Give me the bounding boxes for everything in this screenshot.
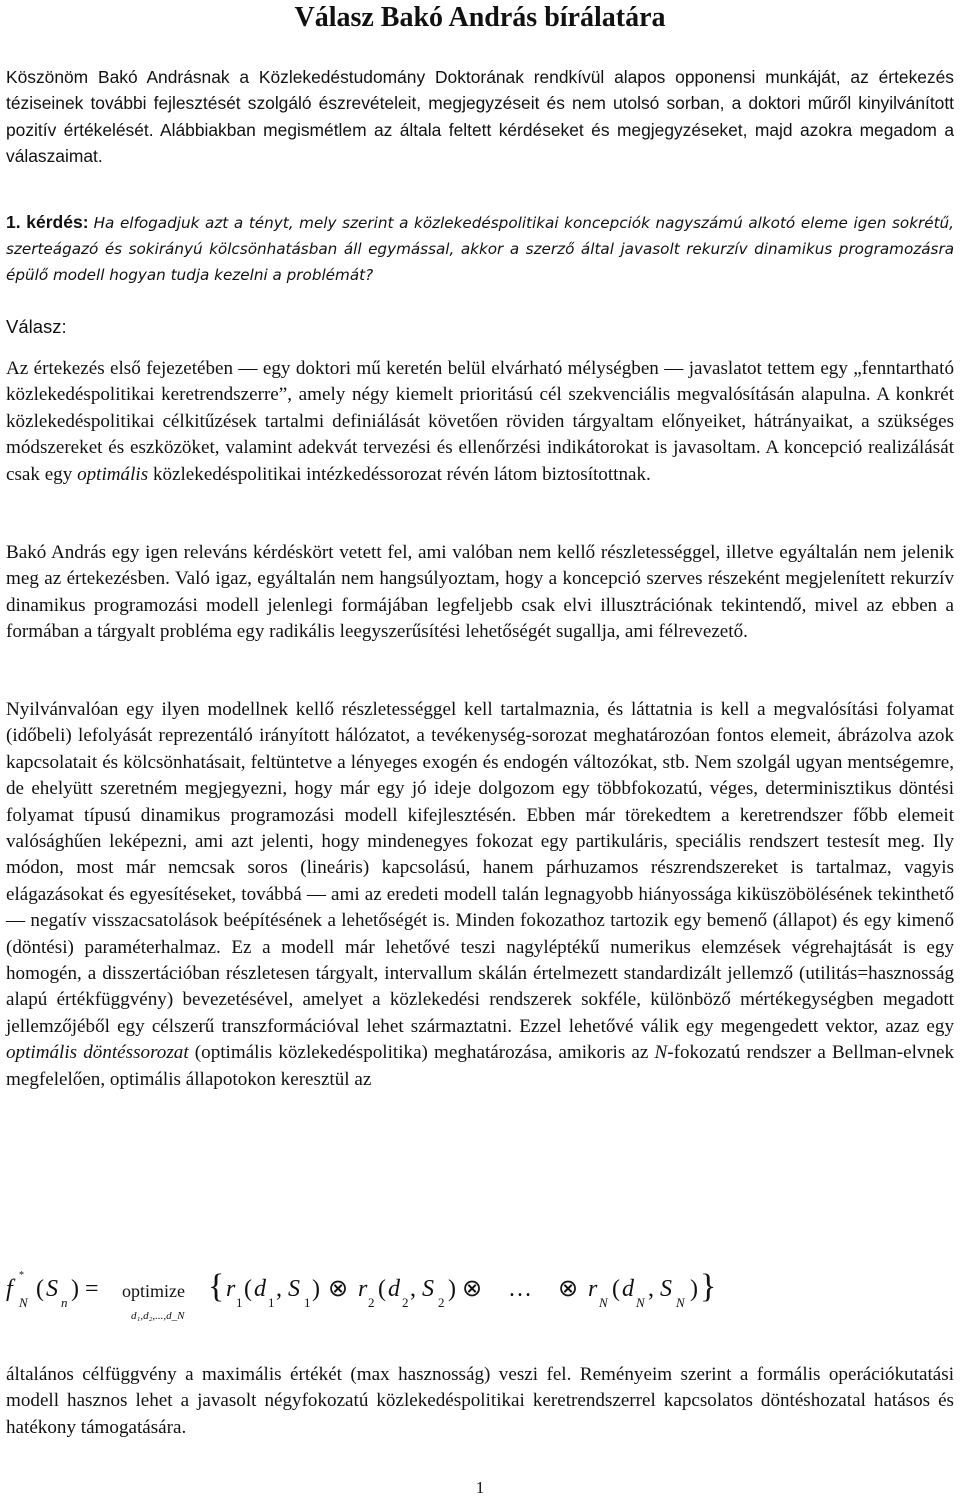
para3-text-a: Nyilvánvalóan egy ilyen modellnek kellő részletességgel kell tartalmaznia, és láttatnia is kell a megvalósítási folyamat (időbeli) lefolyását reprezentáló irányított hálózatot, a tevékenység-sorozat meghatározóan fontos elemeit, ábrázolva azok kapcsolatait és kölcsönhatásait, feltüntetve a lényeges exogén és endogén változókat, stb. Nem szolgál ugyan mentségemre, de ehelyütt szeretném megjegyezni, hogy már egy jó ideje dolgozom egy többfokozatú, véges, determinisztikus döntési folyamat típusú dinamikus programozási modell kifejlesztésén. Ebben már törekedtem a keretrendszer főbb elemeit valósághűen leképezni, ami azt jelenti, hogy mindenegyes fokozat egy partikuláris, speciális rendszert testesít meg. Ily módon, most már nemcsak soros (lineáris) kapcsolású, hanem párhuzamos részrendszereket is tartalmaz, vagyis elágazásokat és egyesítéseket, továbbá — ami az eredeti modell talán legnagyobb hiányossága kiküszöbölésének tekinthető — negatív visszacsatolások beépítésének a lehetőségét is. Minden fokozathoz tartozik egy bemenő (állapot) és egy kimenő (döntési) paraméterhalmaz. Ez a modell már lehetővé teszi nagyléptékű numerikus elemzések végrehajtását is egy homogén, a disszertációban részletesen tárgyalt, intervallum skálán értelmezett standardizált jellemző (utilitás=hasznosság alapú értékfüggvény) bevezetésével, amelyet a közlekedési rendszerek sokféle, különböző mértékegységben megadott jellemzőjéből egy célszerű transzformációval lehet származtatni. Ezzel lehetővé válik egy megengedett vektor, azaz egy <box>6 699 954 1037</box>
formula-subscript: d₁,d₂,...,d_N <box>131 1310 185 1322</box>
para3-emphasis-n: N <box>654 1042 668 1064</box>
intro-paragraph: Köszönöm Bakó Andrásnak a Közlekedéstudomány Doktorának rendkívül alapos opponensi munkáját, az értekezés téziseinek további fejlesztését szolgáló észrevételeit, megjegyzéseit és nem utolsó sorban, a doktori műről kinyilvánított pozitív értékelését. Alábbiakban megismétlem az általa feltett kérdéseket és megjegyzéseket, majd azokra megadom a válaszaimat. <box>6 67 954 167</box>
para3-emphasis: optimális döntéssorozat <box>6 1042 189 1064</box>
question-text: Ha elfogadjuk azt a tényt, mely szerint a közlekedéspolitikai koncepciók nagyszámú alkotó eleme igen sokrétű, szerteágazó és sokirányú kölcsönhatásban áll egymással, akkor a szerző által javasolt rekurzív dinamikus programozásra épülő modell hogyan tudja kezelni a problémát? <box>6 214 954 285</box>
para3-text-b: (optimális közlekedéspolitika) meghatározása, amikoris az <box>194 1042 649 1064</box>
document-title: Válasz Bakó András bírálatára <box>294 2 666 33</box>
answer-paragraph-3 <box>6 697 954 1093</box>
page-number: 1 <box>475 1478 485 1497</box>
answer-paragraph-2: Bakó András egy igen releváns kérdéskört vetett fel, ami valóban nem kellő részletességgel, illetve egyáltalán nem jelenik meg az értekezésben. Való igaz, egyáltalán nem hangsúlyoztam, hogy a koncepció szerves részeként megjelenített rekurzív dinamikus programozási modell jelenlegi formájában legfeljebb csak elvi illusztrációnak tekintendő, mivel az ebben a formában a tárgyalt probléma egy radikális leegyszerűsítési lehetőségét sugallja, ami félrevezető. <box>6 542 954 643</box>
answer-paragraph-4: általános célfüggvény a maximális értékét (max hasznosság) veszi fel. Reményeim szerint a formális operációkutatási modell hasznos lehet a javasolt négyfokozatú közlekedéspolitikai keretrendszerrel kapcsolatos döntéshozatal hatásos és hatékony támogatására. <box>6 1364 954 1438</box>
bellman-formula: f * N ( S n ) = optimize d₁,d₂,...,d_N { r 1 ( d 1 , S 1 ) ⊗ r 2 ( d 2 , S 2 ) ⊗ … ⊗ r N ( d N , S N ) } <box>6 1268 717 1322</box>
question-label: 1. kérdés: <box>6 212 89 232</box>
para3-text-c: -fokozatú rendszer a Bellman-elvnek megfelelően, optimális állapotokon keresztül az <box>6 1042 955 1090</box>
answer-paragraph-1 <box>6 356 954 488</box>
question-1 <box>6 210 954 289</box>
answer-label: Válasz: <box>6 316 67 337</box>
para1-text-b: közlekedéspolitikai intézkedéssorozat révén látom biztosítottnak. <box>152 463 651 485</box>
para1-text-a: Az értekezés első fejezetében — egy doktori mű keretén belül elvárható mélységben — javaslatot tettem egy „fenntartható közlekedéspolitikai keretrendszerre”, amely négy kiemelt prioritású cél szekvenciális megvalósításán alapulna. A konkrét közlekedéspolitikai célkitűzések tartalmi definiálását követően röviden tárgyaltam előnyeiket, hátrányaikat, a szükséges módszereket és eszközöket, valamint adekvát tervezési és ellenőrzési indikátorokat is javasoltam. A koncepció realizálását csak egy <box>6 358 954 485</box>
formula-optimize: optimize <box>122 1281 185 1301</box>
para1-emphasis: optimális <box>77 463 149 485</box>
